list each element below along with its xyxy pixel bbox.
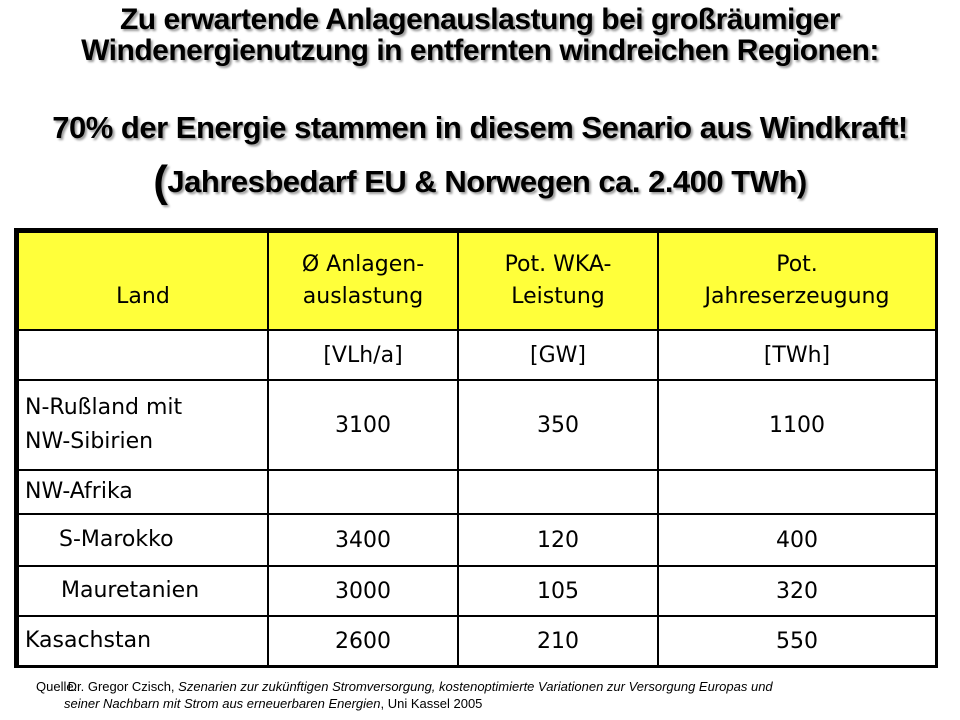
table-row (18, 514, 936, 566)
leistung-cell: 105 (458, 566, 658, 616)
title-line-4 (0, 157, 960, 206)
leistung-cell: 210 (458, 616, 658, 666)
header-row (18, 232, 936, 330)
header-auslastung-line2: auslastung (302, 284, 424, 309)
footnote-label: Quelle: (36, 679, 78, 694)
unit-cell (18, 330, 268, 380)
header-erzeugung (658, 232, 936, 330)
header-auslastung-line1: Ø Anlagen- (301, 252, 425, 277)
country-line: N-Rußland mit (25, 395, 183, 420)
header-leistung (458, 232, 658, 330)
footnote-work-1: Szenarien zur zukünftigen Stromversorgung, kostenoptimierte Variationen zur Versorgung Europas und (178, 679, 773, 694)
erzeugung-cell: 400 (658, 514, 936, 566)
auslastung-cell (268, 470, 458, 514)
data-table-frame (14, 228, 938, 668)
table-row (18, 380, 936, 470)
country-cell: NW-Afrika (18, 470, 268, 514)
country-cell (18, 380, 268, 470)
auslastung-cell: 3400 (268, 514, 458, 566)
auslastung-cell: 2600 (268, 616, 458, 666)
country-cell: Mauretanien (18, 566, 268, 616)
header-erzeugung-line2: Jahreserzeugung (704, 284, 890, 309)
header-erzeugung-line1: Pot. (776, 252, 818, 277)
wind-energy-table (17, 231, 937, 667)
title-line-4-text: Jahresbedarf EU & Norwegen ca. 2.400 TWh (167, 164, 797, 199)
header-land: Land (18, 232, 268, 330)
footnote-line-1 (36, 678, 946, 695)
unit-cell: [VLh/a] (268, 330, 458, 380)
title-line-3: 70% der Energie stammen in diesem Senario aus Windkraft! (52, 110, 908, 145)
table-row (18, 470, 936, 514)
footnote-work-2: seiner Nachbarn mit Strom aus erneuerbaren Energien (64, 696, 381, 711)
unit-row (18, 330, 936, 380)
table-row (18, 616, 936, 666)
title-close-paren: ) (796, 164, 807, 199)
footnote-institution: , Uni Kassel 2005 (380, 696, 483, 711)
leistung-cell: 350 (458, 380, 658, 470)
erzeugung-cell (658, 470, 936, 514)
auslastung-cell: 3100 (268, 380, 458, 470)
table-row (18, 566, 936, 616)
leistung-cell (458, 470, 658, 514)
title-line-1: Zu erwartende Anlagenauslastung bei großräumiger (119, 3, 841, 36)
country-cell: S-Marokko (18, 514, 268, 566)
erzeugung-cell: 550 (658, 616, 936, 666)
auslastung-cell: 3000 (268, 566, 458, 616)
erzeugung-cell: 1100 (658, 380, 936, 470)
country-line: NW-Sibirien (25, 429, 154, 454)
title-open-paren: ( (153, 157, 168, 206)
header-leistung-line1: Pot. WKA- (504, 252, 612, 277)
title-line-2: Windenergienutzung in entfernten windreichen Regionen: (81, 34, 879, 67)
erzeugung-cell: 320 (658, 566, 936, 616)
header-leistung-line2: Leistung (511, 284, 605, 309)
leistung-cell: 120 (458, 514, 658, 566)
unit-cell: [TWh] (658, 330, 936, 380)
footnote-line-2 (36, 695, 946, 712)
country-cell: Kasachstan (18, 616, 268, 666)
source-footnote (36, 678, 946, 712)
header-auslastung (268, 232, 458, 330)
footnote-author: Dr. Gregor Czisch, (67, 679, 175, 694)
unit-cell: [GW] (458, 330, 658, 380)
